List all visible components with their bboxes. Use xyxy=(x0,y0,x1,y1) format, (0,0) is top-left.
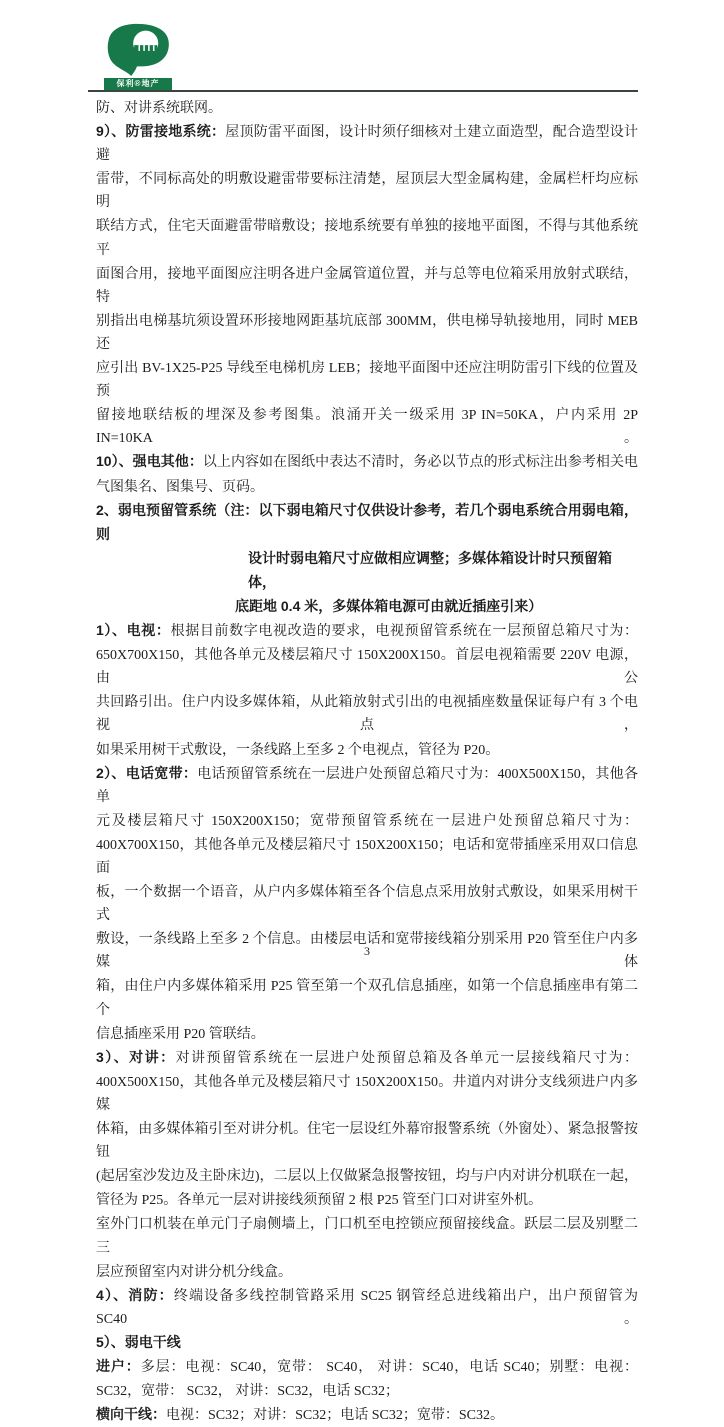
text-line: 应引出 BV-1X25-P25 导线至电梯机房 LEB；接地平面图中还应注明防雷引下线的位置及预 xyxy=(96,361,638,400)
text-line: 共回路引出。住户内设多媒体箱，从此箱放射式引出的电视插座数量保证每户有 3 个电视点， xyxy=(96,695,638,734)
text-line: SC32，宽带： SC32， 对讲：SC32，电话 SC32； xyxy=(96,1384,399,1400)
text-line: 5）、弱电干线 xyxy=(96,1333,181,1350)
text-line: (起居室沙发边及主卧床边)，二层以上仅做紧急报警按钮，均与户内对讲分机联在一起， xyxy=(96,1169,638,1185)
text-line: 层应预留室内对讲分机分线盒。 xyxy=(96,1264,292,1280)
text-line: 联结方式，住宅天面避雷带暗敷设；接地系统要有单独的接地平面图，不得与其他系统平 xyxy=(96,219,638,258)
page-number: 3 xyxy=(364,944,370,958)
text-line: 2、弱电预留管系统（注：以下弱电箱尺寸仅供设计参考，若几个弱电系统合用弱电箱，则 xyxy=(96,501,638,542)
text-line: 400X700X150，其他各单元及楼层箱尺寸 150X200X150；电话和宽带插座采用双口信息面 xyxy=(96,837,638,876)
text-line: 别指出电梯基坑须设置环形接地网距基坑底部 300MM，供电梯导轨接地用，同时 MEB 还 xyxy=(96,313,638,352)
text-line: 400X500X150，其他各单元及楼层箱尺寸 150X200X150。井道内对讲分支线须进户内多媒 xyxy=(96,1074,638,1113)
text-line: 元及楼层箱尺寸 150X200X150；宽带预留管系统在一层进户处预留总箱尺寸为： xyxy=(96,813,638,829)
text-line: 2）、电话宽带：电话预留管系统在一层进户处预留总箱尺寸为：400X500X150，其他各单 xyxy=(96,764,638,805)
text-line: 室外门口机装在单元门子扇侧墙上，门口机至电控锁应预留接线盒。跃层二层及别墅二三 xyxy=(96,1217,638,1256)
text-line: 敷设，一条线路上至多 2 个信息。由楼层电话和宽带接线箱分别采用 P20 管至住户内多媒体 xyxy=(96,932,638,971)
text-line: 设计时弱电箱尺寸应做相应调整；多媒体箱设计时只预留箱体， xyxy=(248,549,612,590)
logo-wordmark: 保利®地产 xyxy=(104,78,172,90)
text-line: 如果采用树干式敷设，一条线路上至多 2 个电视点，管径为 P20。 xyxy=(96,742,500,758)
text-line: 4）、消防：终端设备多线控制管路采用 SC25 钢管经总进线箱出户，出户预留管为 SC40。 xyxy=(96,1286,638,1327)
text-line: 气图集名、图集号、页码。 xyxy=(96,479,264,495)
text-line: 面图合用，接地平面图应注明各进户金属管道位置，并与总等电位箱采用放射式联结，特 xyxy=(96,266,638,305)
text-line: 横向干线：电视：SC32；对讲：SC32；电话 SC32；宽带：SC32。 xyxy=(96,1406,504,1424)
header-divider xyxy=(88,90,638,92)
poly-logo-icon xyxy=(104,22,172,76)
text-line: 底距地 0.4 米，多媒体箱电源可由就近插座引来） xyxy=(235,597,543,614)
text-line: 9）、防雷接地系统：屋顶防雷平面图，设计时须仔细核对土建立面造型，配合造型设计避 xyxy=(96,123,638,164)
text-line: 板，一个数据一个语音，从户内多媒体箱至各个信息点采用放射式敷设，如果采用树干式 xyxy=(96,885,638,924)
company-logo xyxy=(104,22,184,90)
text-line: 体箱，由多媒体箱引至对讲分机。住宅一层设红外幕帘报警系统（外窗处）、紧急报警按钮 xyxy=(96,1122,638,1161)
text-line: 650X700X150，其他各单元及楼层箱尺寸 150X200X150。首层电视箱需要 220V 电源，由公 xyxy=(96,648,638,687)
text-line: 雷带，不同标高处的明敷设避雷带要标注清楚，屋顶层大型金属构建，金属栏杆均应标明 xyxy=(96,172,638,211)
text-line: 10）、强电其他：以上内容如在图纸中表达不清时，务必以节点的形式标注出参考相关电 xyxy=(96,453,638,471)
text-line: 管径为 P25。各单元一层对讲接线须预留 2 根 P25 管至门口对讲室外机。 xyxy=(96,1193,543,1209)
text-line: 箱，由住户内多媒体箱采用 P25 管至第一个双孔信息插座，如第一个信息插座串有第二个 xyxy=(96,979,638,1018)
text-line: 留接地联结板的埋深及参考图集。浪涌开关一级采用 3P IN=50KA，户内采用 2P IN=10KA。 xyxy=(96,408,638,447)
text-line: 防、对讲系统联网。 xyxy=(96,101,222,116)
document-body xyxy=(96,96,638,1427)
text-line: 3）、对讲：对讲预留管系统在一层进户处预留总箱及各单元一层接线箱尺寸为： xyxy=(96,1048,639,1066)
text-line: 进户：多层：电视：SC40，宽带： SC40， 对讲：SC40，电话 SC40；别墅：电视： xyxy=(96,1357,638,1375)
text-line: 1）、电视：根据目前数字电视改造的要求，电视预留管系统在一层预留总箱尺寸为： xyxy=(96,622,639,640)
text-line: 信息插座采用 P20 管联结。 xyxy=(96,1026,265,1042)
